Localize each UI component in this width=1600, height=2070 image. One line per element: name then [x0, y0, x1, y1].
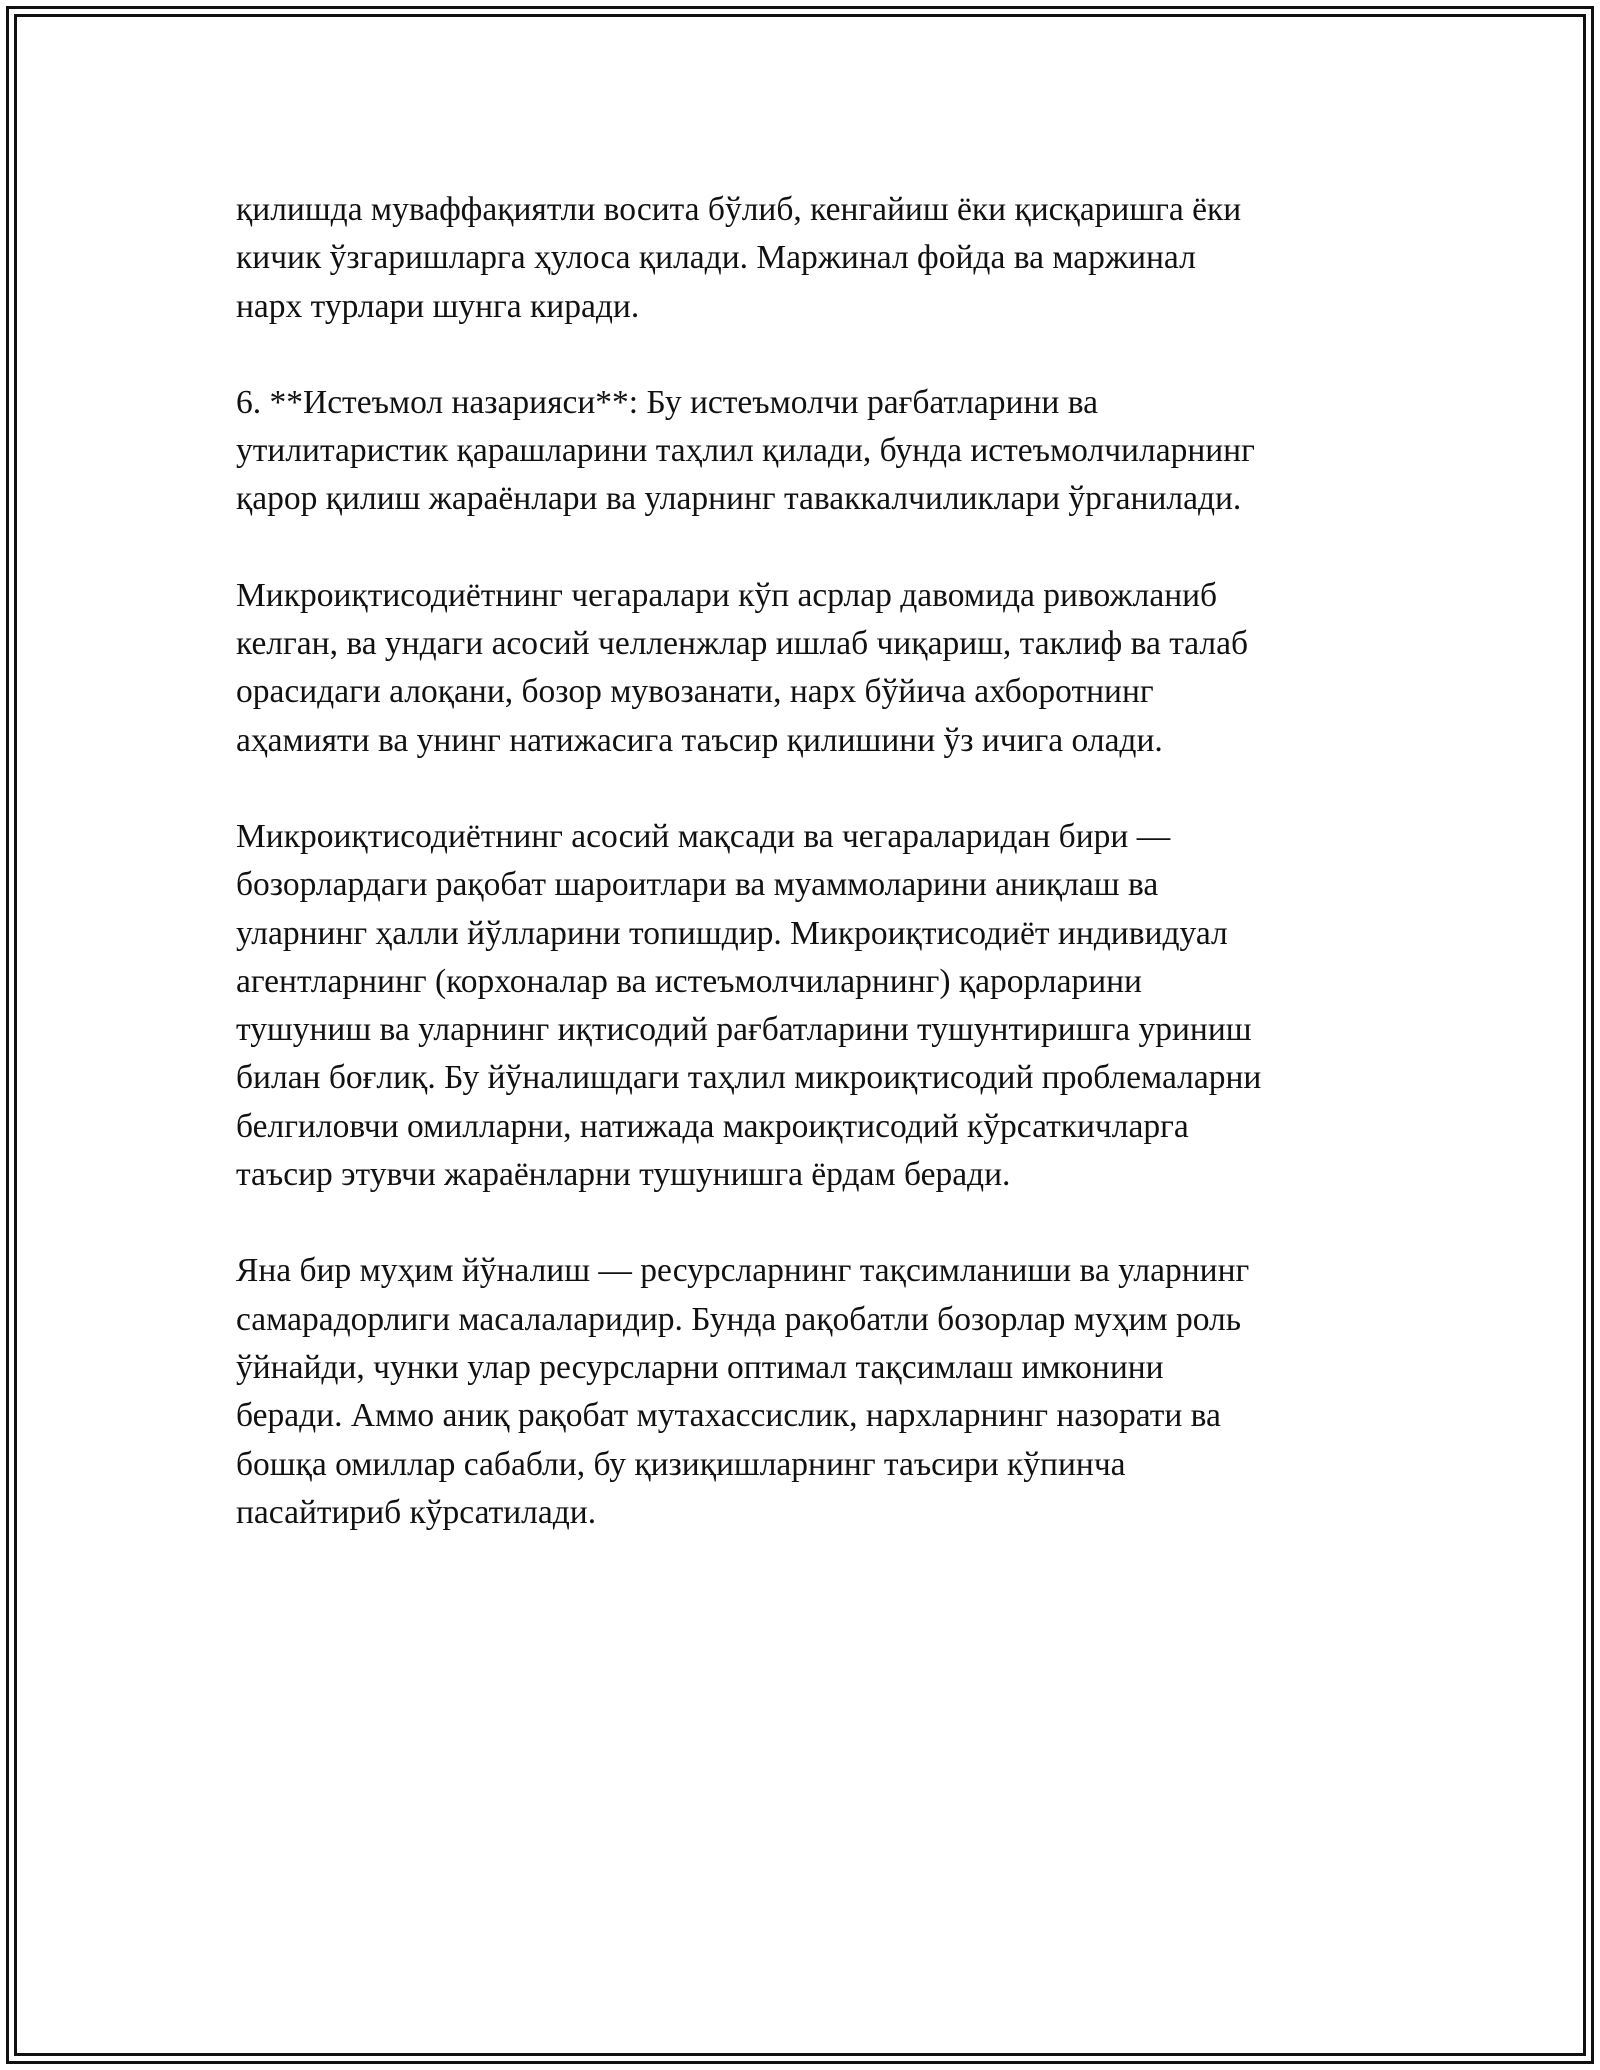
- text-line: бозорлардаги рақобат шароитлари ва муаммоларини аниқлаш ва: [236, 866, 1159, 904]
- text-line: орасидаги алоқани, бозор мувозанати, нарх бўйича ахборотнинг: [236, 673, 1154, 711]
- text-line: беради. Аммо аниқ рақобат мутахассислик, нархларнинг назорати ва: [236, 1397, 1221, 1435]
- paragraph-3: [236, 572, 1376, 765]
- paragraph-2: [236, 379, 1376, 524]
- text-line: белгиловчи омилларни, натижада макроиқтисодий кўрсаткичларга: [236, 1107, 1189, 1145]
- document-body: [236, 186, 1376, 1585]
- text-line: утилитаристик қарашларини таҳлил қилади, бунда истеъмолчиларнинг: [236, 432, 1255, 470]
- paragraph-5: [236, 1247, 1376, 1537]
- text-line: уларнинг ҳалли йўлларини топишдир. Микроиқтисодиёт индивидуал: [236, 914, 1228, 952]
- text-line: билан боғлиқ. Бу йўналишдаги таҳлил микроиқтисодий проблемаларни: [236, 1059, 1262, 1097]
- text-line: қарор қилиш жараёнлари ва уларнинг таваккалчиликлари ўрганилади.: [236, 480, 1242, 518]
- text-line: нарх турлари шунга киради.: [236, 287, 640, 325]
- text-line: аҳамияти ва унинг натижасига таъсир қилишини ўз ичига олади.: [236, 721, 1163, 759]
- text-line: ўйнайди, чунки улар ресурсларни оптимал тақсимлаш имконини: [236, 1348, 1164, 1386]
- text-line: келган, ва ундаги асосий челленжлар ишлаб чиқариш, таклиф ва талаб: [236, 625, 1249, 663]
- text-line: таъсир этувчи жараёнларни тушунишга ёрдам беради.: [236, 1156, 1011, 1194]
- text-line: тушуниш ва уларнинг иқтисодий рағбатларини тушунтиришга уриниш: [236, 1011, 1252, 1049]
- text-line: Микроиқтисодиётнинг чегаралари кўп асрлар давомида ривожланиб: [236, 576, 1218, 614]
- text-line: қилишда муваффақиятли восита бўлиб, кенгайиш ёки қисқаришга ёки: [236, 191, 1242, 228]
- text-line: Яна бир муҳим йўналиш — ресурсларнинг тақсимланиши ва уларнинг: [236, 1252, 1250, 1290]
- text-line: самарадорлиги масалаларидир. Бунда рақобатли бозорлар муҳим роль: [236, 1300, 1242, 1338]
- paragraph-1: [236, 186, 1376, 331]
- text-line: 6. **Истеъмол назарияси**: Бу истеъмолчи рағбатларини ва: [236, 383, 1098, 421]
- text-line: бошқа омиллар сабабли, бу қизиқишларнинг таъсири кўпинча: [236, 1445, 1126, 1483]
- text-line: кичик ўзгаришларга ҳулоса қилади. Маржинал фойда ва маржинал: [236, 239, 1196, 277]
- text-line: Микроиқтисодиётнинг асосий мақсади ва чегараларидан бири —: [236, 817, 1171, 855]
- paragraph-4: [236, 813, 1376, 1199]
- text-line: пасайтириб кўрсатилади.: [236, 1493, 597, 1531]
- text-line: агентларнинг (корхоналар ва истеъмолчиларнинг) қарорларини: [236, 962, 1142, 1000]
